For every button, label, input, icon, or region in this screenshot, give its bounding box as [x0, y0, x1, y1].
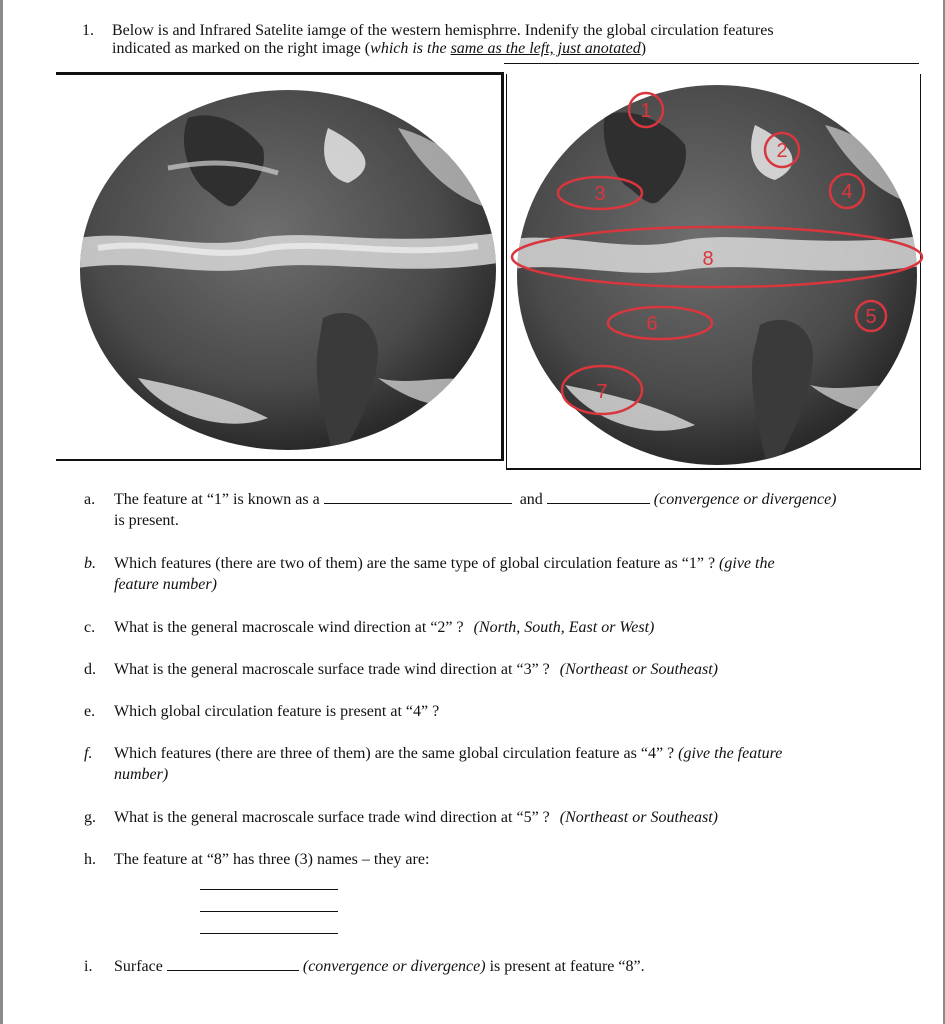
item-i-text-2: is present at feature “8”. — [489, 958, 645, 975]
item-f-hint: (give the feature — [678, 745, 783, 762]
marker-6-label: 6 — [646, 313, 658, 335]
answer-blank-a2[interactable] — [547, 489, 650, 504]
answer-blank-h1[interactable] — [200, 889, 338, 890]
item-b-text: Which features (there are two of them) are the same type of global circulation feature as “1” ? — [114, 555, 716, 572]
answer-blank-i[interactable] — [167, 956, 299, 971]
satellite-image-right-annotated — [505, 80, 930, 465]
item-i-text: Surface — [114, 958, 163, 975]
marker-4-label: 4 — [841, 181, 853, 203]
image-frame-top-rule-right — [504, 63, 919, 64]
item-c-hint: (North, South, East or West) — [473, 619, 655, 636]
item-g-text: What is the general macroscale surface trade wind direction at “5” ? — [114, 809, 550, 826]
item-i-hint: (convergence or divergence) — [302, 958, 486, 975]
marker-1-label: 1 — [640, 100, 652, 122]
item-h-text: The feature at “8” has three (3) names – they are: — [114, 851, 430, 868]
question-line-2: indicated as marked on the right image (which is the same as the left, just anotated) — [112, 40, 647, 57]
item-g-hint: (Northeast or Southeast) — [559, 809, 718, 826]
item-e-text: Which global circulation feature is present at “4” ? — [114, 703, 440, 720]
item-b-hint: (give the — [719, 555, 775, 572]
marker-8-label: 8 — [702, 248, 714, 270]
marker-2-label: 2 — [776, 140, 788, 162]
satellite-image-left — [78, 88, 498, 453]
item-b-hint-2: feature number) — [114, 576, 217, 593]
question-line-1: Below is and Infrared Satelite iamge of the western hemisphrre. Indenify the global circulation features — [112, 22, 774, 39]
item-a-text-2: is present. — [114, 512, 179, 529]
answer-blank-h3[interactable] — [200, 933, 338, 934]
item-h-answer-lines — [200, 889, 338, 955]
answer-blank-a1[interactable] — [324, 489, 512, 504]
item-a-and: and — [519, 491, 543, 508]
marker-5-label: 5 — [865, 306, 877, 328]
item-f-hint-2: number) — [114, 766, 169, 783]
page-left-border — [0, 0, 3, 1024]
item-d-text: What is the general macroscale surface trade wind direction at “3” ? — [114, 661, 550, 678]
item-f-text: Which features (there are three of them) are the same global circulation feature as “4” ? — [114, 745, 675, 762]
marker-7-label: 7 — [596, 381, 608, 403]
item-a-text: The feature at “1” is known as a — [114, 491, 320, 508]
marker-3-label: 3 — [594, 183, 606, 205]
answer-blank-h2[interactable] — [200, 911, 338, 912]
question-number: 1. — [82, 22, 94, 39]
item-a-hint: (convergence or divergence) — [653, 491, 837, 508]
item-d-hint: (Northeast or Southeast) — [559, 661, 718, 678]
item-c-text: What is the general macroscale wind direction at “2” ? — [114, 619, 464, 636]
